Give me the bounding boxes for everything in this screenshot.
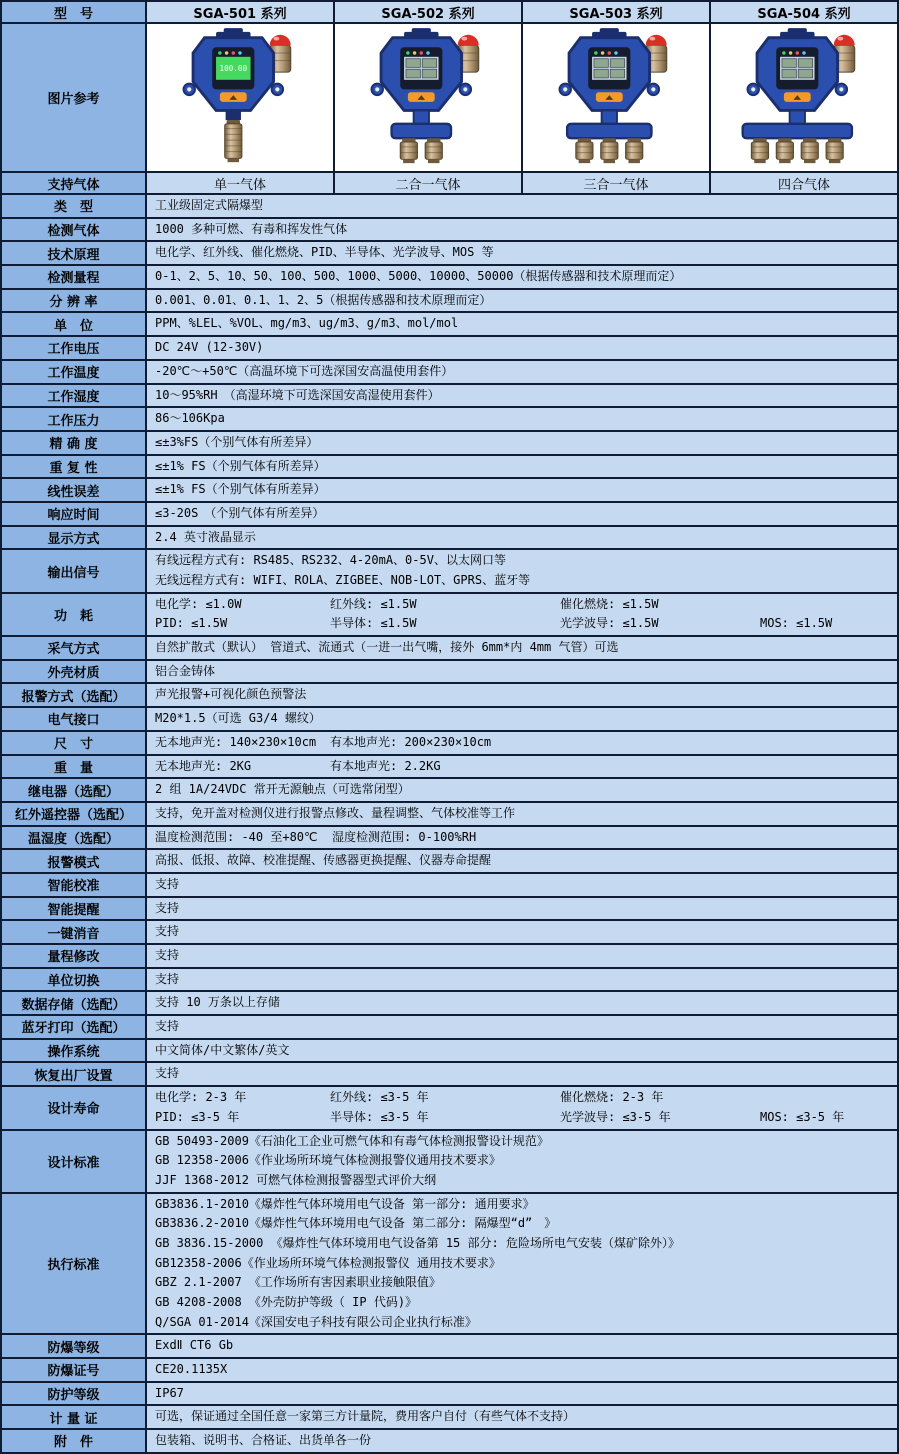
value-line: 包装箱、说明书、合格证、出货单各一份 — [155, 1433, 372, 1448]
row-value — [147, 1430, 897, 1452]
value-line: 有线远程方式有: RS485、RS232、4-20mA、0-5V、以太网口等 — [155, 553, 506, 568]
value-line: ≤3-20S （个别气体有所差异） — [155, 505, 325, 520]
detector-body — [371, 28, 471, 110]
value-line: GB 12358-2006《作业场所环境气体检测报警仪通用技术要求》 — [155, 1153, 501, 1168]
row-label: 报警方式（选配） — [2, 684, 147, 706]
row-label: 防爆证号 — [2, 1359, 147, 1381]
row-value — [147, 827, 897, 849]
row-value — [147, 874, 897, 896]
device-image-sga-503 — [523, 24, 711, 171]
row-value — [147, 361, 897, 383]
value-line: 无线远程方式有: WIFI、ROLA、ZIGBEE、NOB-LOT、GPRS、蓝牙等 — [155, 573, 531, 587]
manifold-block — [743, 123, 852, 137]
row-value — [147, 1131, 897, 1192]
spec-row — [2, 1335, 897, 1359]
value-line: 电化学: 2-3 年 红外线: ≤3-5 年 催化燃烧: 2-3 年 — [155, 1090, 664, 1105]
row-value — [147, 661, 897, 683]
row-value — [147, 1063, 897, 1085]
spec-row — [2, 290, 897, 314]
row-label: 输出信号 — [2, 550, 147, 591]
spec-rows — [2, 195, 897, 1452]
spec-row — [2, 732, 897, 756]
spec-row — [2, 503, 897, 527]
value-line: 0-1、2、5、10、50、100、500、1000、5000、10000、50000（根据传感器和技术原理而定） — [155, 269, 682, 284]
spec-row — [2, 992, 897, 1016]
gas-value-sga-503: 三合一气体 — [523, 173, 711, 193]
row-label: 量程修改 — [2, 945, 147, 967]
sensor-probe-icon — [826, 138, 843, 163]
row-label: 检测量程 — [2, 266, 147, 288]
row-label: 工作电压 — [2, 337, 147, 359]
row-value — [147, 456, 897, 478]
spec-row — [2, 684, 897, 708]
value-line: 可选，保证通过全国任意一家第三方计量院，费用客户自付（有些气体不支持） — [155, 1409, 576, 1424]
row-label: 检测气体 — [2, 219, 147, 241]
spec-row — [2, 921, 897, 945]
value-line: GB3836.1-2010《爆炸性气体环境用电气设备 第一部分: 通用要求》 — [155, 1196, 535, 1211]
spec-row — [2, 550, 897, 593]
value-line: 2.4 英寸液晶显示 — [155, 529, 256, 544]
spec-row — [2, 337, 897, 361]
value-line: 支持 — [155, 948, 180, 962]
spec-row — [2, 874, 897, 898]
value-line: 支持 — [155, 876, 180, 891]
spec-row — [2, 1131, 897, 1194]
spec-row — [2, 850, 897, 874]
row-label: 红外遥控器（选配） — [2, 803, 147, 825]
gas-detector-illustration — [149, 26, 331, 170]
spec-row — [2, 594, 897, 637]
spec-row — [2, 1406, 897, 1430]
model-name-sga-503: SGA-503 系列 — [523, 2, 711, 22]
row-label-image: 图片参考 — [2, 24, 147, 171]
row-label: 恢复出厂设置 — [2, 1063, 147, 1085]
row-label: 响应时间 — [2, 503, 147, 525]
model-name-sga-502: SGA-502 系列 — [335, 2, 523, 22]
spec-row — [2, 266, 897, 290]
row-label: 采气方式 — [2, 637, 147, 659]
row-label: 单位切换 — [2, 969, 147, 991]
value-line: 2 组 1A/24VDC 常开无源触点（可选常闭型） — [155, 782, 410, 797]
row-value — [147, 385, 897, 407]
value-line: 支持 — [155, 924, 180, 939]
spec-row — [2, 242, 897, 266]
value-line: JJF 1368-2012 可燃气体检测报警器型式评价大纲 — [155, 1172, 437, 1187]
spec-row — [2, 479, 897, 503]
spec-row — [2, 1194, 897, 1336]
value-line: 无本地声光: 140×230×10cm 有本地声光: 200×230×10cm — [155, 734, 492, 749]
gas-row — [2, 173, 897, 195]
value-line: DC 24V (12-30V) — [155, 340, 264, 355]
value-line: 高报、低报、故障、校准提醒、传感器更换提醒、仪器寿命提醒 — [155, 853, 492, 868]
spec-row — [2, 1359, 897, 1383]
row-label: 设计寿命 — [2, 1087, 147, 1128]
spec-row — [2, 1383, 897, 1407]
row-label: 继电器（选配） — [2, 779, 147, 801]
sensor-probe-icon — [225, 120, 242, 162]
row-label: 蓝牙打印（选配） — [2, 1016, 147, 1038]
value-line: 支持 — [155, 971, 180, 986]
row-value — [147, 242, 897, 264]
row-value — [147, 779, 897, 801]
value-line: IP67 — [155, 1385, 184, 1400]
value-line: 铝合金铸体 — [155, 663, 216, 678]
row-value — [147, 756, 897, 778]
sensor-probe-icon — [425, 138, 442, 163]
row-value — [147, 1335, 897, 1357]
model-name-sga-504: SGA-504 系列 — [711, 2, 897, 22]
row-value — [147, 1087, 897, 1128]
row-value — [147, 708, 897, 730]
device-image-sga-504 — [711, 24, 897, 171]
row-label: 数据存储（选配） — [2, 992, 147, 1014]
value-line: PID: ≤1.5W 半导体: ≤1.5W 光学波导: ≤1.5W MOS: ≤1.5W — [155, 616, 833, 631]
value-line: PID: ≤3-5 年 半导体: ≤3-5 年 光学波导: ≤3-5 年 MOS: ≤3-5 年 — [155, 1109, 845, 1124]
value-line: 工业级固定式隔爆型 — [155, 198, 264, 212]
spec-row — [2, 313, 897, 337]
row-label: 功 耗 — [2, 594, 147, 635]
value-line: GB 3836.15-2000 《爆炸性气体环境用电气设备第 15 部分: 危险场所电气安装（煤矿除外）》 — [155, 1235, 680, 1250]
value-line: GB3836.2-2010《爆炸性气体环境用电气设备 第二部分: 隔爆型“d” 》 — [155, 1216, 557, 1231]
row-label: 工作湿度 — [2, 385, 147, 407]
value-line: -20℃～+50℃（高温环境下可选深国安高温使用套件） — [155, 363, 454, 378]
spec-row — [2, 661, 897, 685]
detector-body — [747, 28, 847, 110]
sensor-probe-icon — [801, 138, 818, 163]
row-label: 分 辨 率 — [2, 290, 147, 312]
row-label: 设计标准 — [2, 1131, 147, 1192]
detector-body — [183, 28, 283, 110]
row-label: 工作压力 — [2, 408, 147, 430]
gas-value-sga-502: 二合一气体 — [335, 173, 523, 193]
row-value — [147, 266, 897, 288]
row-value — [147, 684, 897, 706]
spec-row — [2, 195, 897, 219]
row-value — [147, 195, 897, 217]
row-value — [147, 219, 897, 241]
sensor-probe-icon — [626, 138, 643, 163]
model-header-row — [2, 2, 897, 24]
gas-value-sga-504: 四合气体 — [711, 173, 897, 193]
value-line: 支持 — [155, 900, 180, 915]
sensor-probe-icon — [576, 138, 593, 163]
device-image-sga-502 — [335, 24, 523, 171]
value-line: 86～106Kpa — [155, 411, 225, 426]
row-label: 重 量 — [2, 756, 147, 778]
row-value — [147, 594, 897, 635]
row-value — [147, 637, 897, 659]
row-value — [147, 969, 897, 991]
row-value — [147, 337, 897, 359]
row-label: 附 件 — [2, 1430, 147, 1452]
row-label: 线性误差 — [2, 479, 147, 501]
row-value — [147, 921, 897, 943]
row-value — [147, 550, 897, 591]
row-value — [147, 503, 897, 525]
row-label: 计 量 证 — [2, 1406, 147, 1428]
row-label: 防护等级 — [2, 1383, 147, 1405]
row-label: 类 型 — [2, 195, 147, 217]
row-label: 一键消音 — [2, 921, 147, 943]
value-line: GB 50493-2009《石油化工企业可燃气体和有毒气体检测报警设计规范》 — [155, 1133, 549, 1148]
spec-row — [2, 827, 897, 851]
value-line: GB 4208-2008 《外壳防护等级（ IP 代码)》 — [155, 1295, 418, 1309]
row-value — [147, 290, 897, 312]
value-line: 无本地声光: 2KG 有本地声光: 2.2KG — [155, 758, 441, 773]
row-label-model: 型 号 — [2, 2, 147, 22]
row-value — [147, 432, 897, 454]
value-line: 1000 多种可燃、有毒和挥发性气体 — [155, 221, 348, 236]
value-line: 自然扩散式（默认） 管道式、流通式（一进一出气嘴，接外 6mm*内 4mm 气管）可选 — [155, 640, 619, 655]
spec-row — [2, 637, 897, 661]
spec-row — [2, 1016, 897, 1040]
spec-row — [2, 432, 897, 456]
value-line: 0.001、0.01、0.1、1、2、5（根据传感器和技术原理而定） — [155, 292, 492, 307]
row-value — [147, 1359, 897, 1381]
row-value — [147, 527, 897, 549]
value-line: 10～95%RH （高湿环境下可选深国安高湿使用套件） — [155, 387, 440, 402]
sensor-probe-icon — [400, 138, 417, 163]
row-label: 电气接口 — [2, 708, 147, 730]
value-line: ≤±1% FS（个别气体有所差异） — [155, 482, 326, 497]
row-value — [147, 1194, 897, 1334]
value-line: 中文简体/中文繁体/英文 — [155, 1042, 290, 1057]
spec-row — [2, 756, 897, 780]
row-value — [147, 1406, 897, 1428]
row-value — [147, 992, 897, 1014]
manifold-block — [567, 123, 651, 137]
value-line: GBZ 2.1-2007 《工作场所有害因素职业接触限值》 — [155, 1275, 441, 1290]
row-label: 执行标准 — [2, 1194, 147, 1334]
row-label: 显示方式 — [2, 527, 147, 549]
sensor-probe-icon — [776, 138, 793, 163]
row-label: 防爆等级 — [2, 1335, 147, 1357]
spec-row — [2, 898, 897, 922]
value-line: ≤±3%FS（个别气体有所差异） — [155, 434, 319, 449]
gas-detector-illustration — [337, 26, 519, 170]
spec-row — [2, 1063, 897, 1087]
row-value — [147, 1040, 897, 1062]
value-line: CE20.1135X — [155, 1362, 228, 1377]
row-label: 温湿度（选配） — [2, 827, 147, 849]
spec-row — [2, 779, 897, 803]
row-label: 操作系统 — [2, 1040, 147, 1062]
row-value — [147, 803, 897, 825]
spec-row — [2, 1087, 897, 1130]
spec-row — [2, 969, 897, 993]
spec-row — [2, 456, 897, 480]
value-line: GB12358-2006《作业场所环境气体检测报警仪 通用技术要求》 — [155, 1255, 501, 1270]
row-label: 智能提醒 — [2, 898, 147, 920]
value-line: M20*1.5（可选 G3/4 螺纹） — [155, 711, 321, 726]
row-label: 重 复 性 — [2, 456, 147, 478]
row-label: 尺 寸 — [2, 732, 147, 754]
device-image-sga-501 — [147, 24, 335, 171]
row-label: 智能校准 — [2, 874, 147, 896]
value-line: 支持 10 万条以上存储 — [155, 995, 280, 1010]
spec-row — [2, 408, 897, 432]
sensor-probe-icon — [751, 138, 768, 163]
row-label-gas: 支持气体 — [2, 173, 147, 193]
row-value — [147, 850, 897, 872]
row-value — [147, 408, 897, 430]
row-value — [147, 1016, 897, 1038]
gas-value-sga-501: 单一气体 — [147, 173, 335, 193]
row-label: 技术原理 — [2, 242, 147, 264]
spec-row — [2, 1040, 897, 1064]
value-line: 支持 — [155, 1066, 180, 1081]
spec-row — [2, 708, 897, 732]
spec-row — [2, 945, 897, 969]
spec-row — [2, 361, 897, 385]
svg-text:100.00: 100.00 — [219, 63, 248, 73]
value-line: PPM、%LEL、%VOL、mg/m3、ug/m3、g/m3、mol/mol — [155, 316, 459, 331]
row-label: 报警模式 — [2, 850, 147, 872]
spec-row — [2, 1430, 897, 1452]
row-value — [147, 479, 897, 501]
value-line: ≤±1% FS（个别气体有所差异） — [155, 458, 326, 473]
row-value — [147, 732, 897, 754]
row-value — [147, 1383, 897, 1405]
value-line: 声光报警+可视化颜色预警法 — [155, 687, 307, 702]
row-value — [147, 945, 897, 967]
value-line: 电化学: ≤1.0W 红外线: ≤1.5W 催化燃烧: ≤1.5W — [155, 596, 659, 611]
model-name-sga-501: SGA-501 系列 — [147, 2, 335, 22]
gas-detector-illustration — [525, 26, 707, 170]
row-label: 精 确 度 — [2, 432, 147, 454]
row-value — [147, 313, 897, 335]
spec-row — [2, 385, 897, 409]
row-label: 工作温度 — [2, 361, 147, 383]
gas-detector-illustration — [713, 26, 895, 170]
spec-row — [2, 219, 897, 243]
detector-body — [559, 28, 659, 110]
value-line: 支持，免开盖对检测仪进行报警点修改、量程调整、气体校准等工作 — [155, 805, 516, 820]
value-line: Q/SGA 01-2014《深国安电子科技有限公司企业执行标准》 — [155, 1314, 477, 1329]
image-row — [2, 24, 897, 173]
spec-row — [2, 803, 897, 827]
row-label: 外壳材质 — [2, 661, 147, 683]
row-value — [147, 898, 897, 920]
value-line: 温度检测范围: -40 至+80℃ 湿度检测范围: 0-100%RH — [155, 829, 477, 844]
row-label: 单 位 — [2, 313, 147, 335]
manifold-block — [392, 123, 451, 137]
sensor-probe-icon — [601, 138, 618, 163]
value-line: 电化学、红外线、催化燃烧、PID、半导体、光学波导、MOS 等 — [155, 245, 494, 260]
spec-row — [2, 527, 897, 551]
value-line: 支持 — [155, 1019, 180, 1034]
value-line: ExdⅡ CT6 Gb — [155, 1338, 234, 1353]
